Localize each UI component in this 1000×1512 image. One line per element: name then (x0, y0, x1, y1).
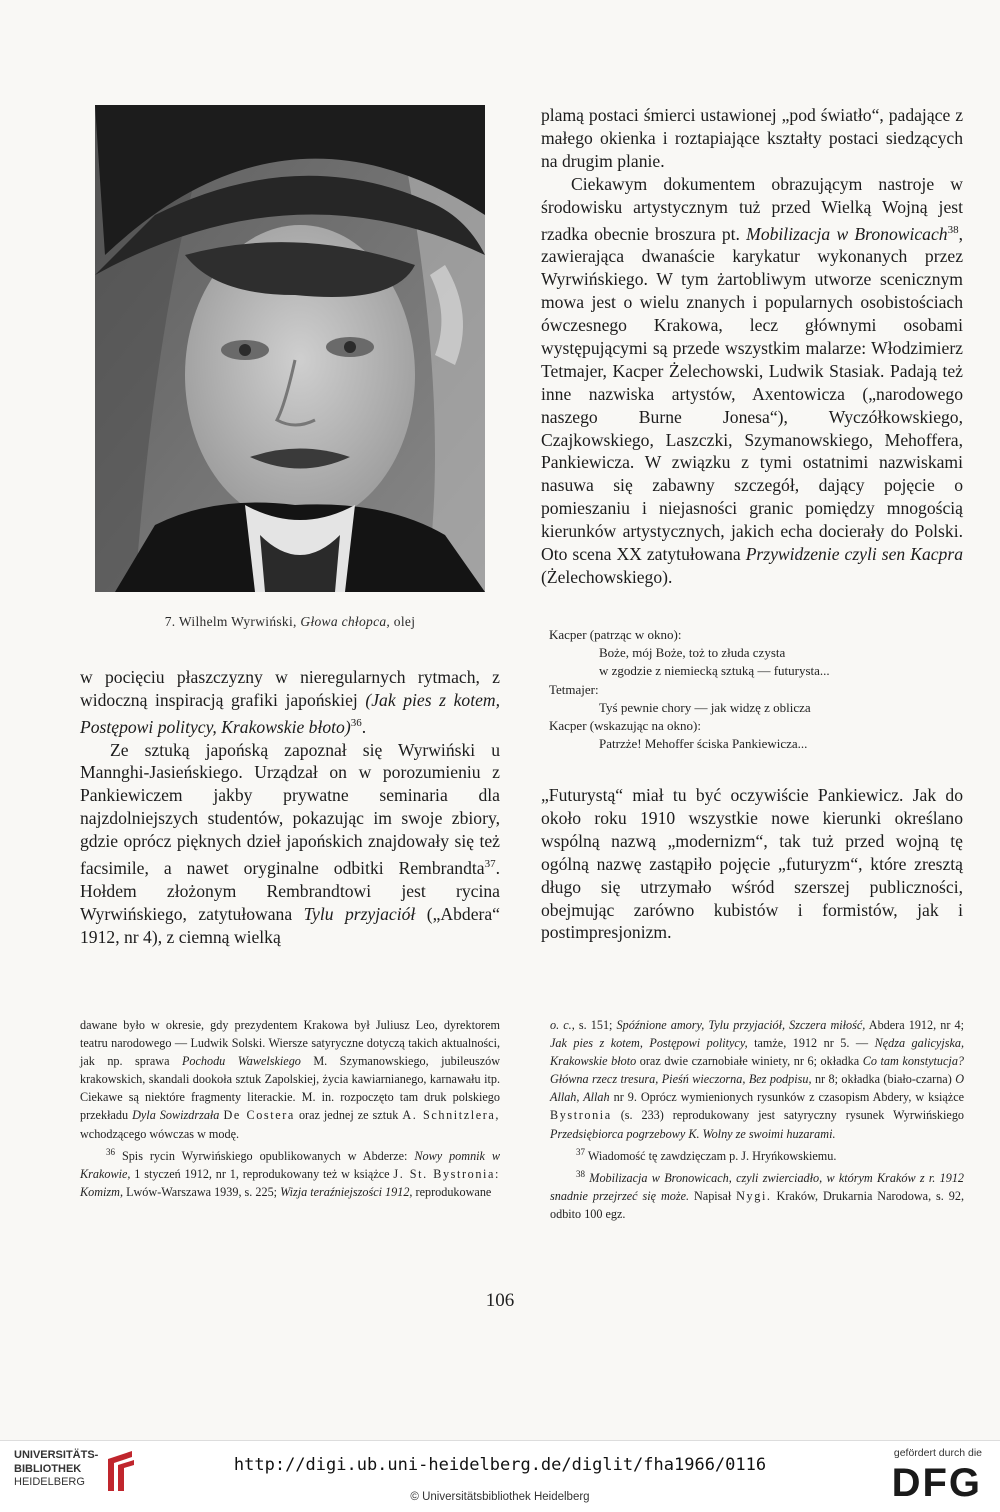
footnote: $^{38}$ Mobilizacja w Bronowicach, czyli zwierciadło, w którym Kraków z r. 1912 snadnie przejrzeć się może. Napisał Nygi. Kraków, Drukarnia Narodowa, s. 92, odbito 100 egz. (550, 1168, 965, 1222)
scene-title: Przywidzenie czyli sen Kacpra (745, 544, 963, 565)
print-titles: (Jak pies z kotem, Postępowi politycy, Krakowskie błoto) (80, 689, 500, 737)
footnote: $^{36}$ Spis rycin Wyrwińskiego opublikowanych w Abderze: Nowy pomnik w Krakowie, 1 styczeń 1912, nr 1, reprodukowany też w książce J. St. Bystronia: Komizm, Lwów-Warszawa 1939, s. 225; Wizja teraźniejszości 1912, reprodukowane (80, 1146, 501, 1199)
play-dialog-quote (549, 626, 959, 753)
print-title: Tylu przyjaciół (303, 903, 416, 924)
paragraph: Ciekawym dokumentem obrazującym nastroje w środowisku artystycznym tuż przed Wielką Wojną jest rzadka obecnie broszura pt. Mobilizacja w Bronowicach$^{38}$, zawierająca dwanaście karykatur wykonanych przez Wyrwińskiego. W tym żartobliwym utworze scenicznym mowa jest o wielu znanych i popularnych osobistościach ówczesnego Krakowa, lecz głównymi osobami występującymi są przede wszystkim malarze: Włodzimierz Tetmajer, Kacper Żelechowski, Ludwik Stasiak. Padają też inne nazwiska artystów, Axentowicza („narodowego naszego Burne Jonesa“), Wyczółkowskiego, Czajkowskiego, Laszczki, Szymanowskiego, Mehoffera, Pankiewicza. W związku z tymi ostatnimi nazwiskami nasuwa się zabawny szczegół, dający pojęcie o pomieszaniu i niejasności granic pomiędzy mnogością kierunków artystycznych, jakich echa docierały do Polski. Oto scena XX zatytułowana Przywidzenie czyli sen Kacpra (Żelechowskiego). (541, 173, 963, 587)
footnote-ref[interactable]: 37 (484, 858, 496, 871)
footnote: dawane było w okresie, gdy prezydentem Krakowa był Juliusz Leo, dyrektorem teatru narodowego — Ludwik Solski. Wiersze satyryczne dotyczą takich aktualności, jak np. sprawa Pochodu Wawelskiego M. Szymanowskiego, jubileuszów krakowskich, skandali dookoła sztuk Zapolskiej, życia kawiarnianego, karnawału itp. Ciekawe są niektóre fragmenty literackie. M. in. rozpoczęto tam druk polskiego przekładu Dyla Sowizdrzała De Costera oraz jednej ze sztuk A. Schnitzlera, wchodzącego wówczas w modę. (80, 1018, 501, 1141)
speaker-line: Kacper (patrząc w okno): (549, 627, 682, 642)
footnotes-right (550, 1016, 964, 1223)
figure-caption (95, 614, 485, 630)
library-name: UNIVERSITÄTS- BIBLIOTHEK HEIDELBERG (14, 1449, 99, 1488)
caption-medium: olej (393, 614, 416, 629)
caption-author: Wilhelm Wyrwiński, (178, 614, 297, 629)
footnote-number: 37 (576, 1146, 585, 1157)
portrait-illustration (95, 105, 485, 592)
footnote-number: 38 (576, 1168, 585, 1179)
right-column-text-bottom (541, 784, 963, 944)
paragraph: Ze sztuką japońską zapoznał się Wyrwiński u Mannghi-Jasieńskiego. Urządzał on w porozumieniu z Pankiewiczem jakby prywatne seminaria dla najzdolniejszych studentów, pokazując im swoje zbiory, gdzie oprócz pięknych dzieł japońskich znajdowały się też facsimile, a nawet oryginalne odbitki Rembrandta$^{37}$. Hołdem złożonym Rembrandtowi jest rycina Wyrwińskiego, zatytułowana Tylu przyjaciół („Abdera“ 1912, nr 4), z ciemną wielką (80, 739, 500, 947)
footnotes-left (80, 1016, 500, 1201)
paragraph: w pocięciu płaszczyzny w nieregularnych rytmach, z widoczną inspiracją grafiki japońskiej (Jak pies z kotem, Postępowi politycy, Krakowskie błoto)$^{36}$. (80, 667, 500, 737)
footnote-ref[interactable]: 36 (350, 716, 362, 729)
brochure-title: Mobilizacja w Bronowicach (746, 223, 948, 244)
speaker-line: Tetmajer: (549, 681, 599, 697)
verse-line: Boże, mój Boże, toż to złuda czysta (599, 645, 786, 661)
footnote: $^{37}$ Wiadomość tę zawdzięczam p. J. Hryńkowskiemu. (576, 1146, 837, 1163)
left-column-text (80, 666, 500, 949)
verse-line: w zgodzie z niemiecką sztuką — futurysta... (599, 663, 830, 679)
page-number: 106 (485, 1290, 515, 1311)
footnote-number: 36 (106, 1146, 115, 1157)
paragraph: „Futurystą“ miał tu być oczywiście Pankiewicz. Jak do około roku 1910 wszystkie nowe kierunki określano wspólną nazwą „modernizm“, tak tuż przed wojną tę ogólną nazwę zastąpiło pojęcie „futuryzm“, które zresztą długo się utrzymało wśród szerszej publiczności, obejmując zarówno kubistów i formistów, jak i postimpresjonizm. (541, 785, 963, 943)
footnote: o. c., s. 151; Spóźnione amory, Tylu przyjaciół, Szczera miłość, Abdera 1912, nr 4; Jak pies z kotem, Postępowi politycy, tamże, 1912 nr 5. — Nędza galicyjska, Krakowskie błoto oraz dwie czarnobiałe winiety, nr 6; okładka Co tam konstytucja? Główna rzecz tresura, Pieśń wieczorna, Bez podpisu, nr 8; okładka (biało-czarna) O Allah, Allah nr 9. Oprócz wymienionych rysunków z czasopism Abdery, w książce Bystronia (s. 233) reprodukowany jest satyryczny rysunek Wyrwińskiego Przedsiębiorca pogrzebowy K. Wolny ze swoimi huzarami. (550, 1018, 965, 1141)
digitization-footer (0, 1440, 1000, 1512)
speaker-line: Kacper (wskazując na okno): (549, 718, 701, 734)
copyright: © Universitätsbibliothek Heidelberg (410, 1491, 590, 1503)
verse-line: Tyś pewnie chory — jak widzę z oblicza (599, 699, 811, 715)
caption-number: 7. (164, 614, 176, 629)
verse-line: Patrzże! Mehoffer ściska Pankiewicza... (599, 736, 808, 752)
right-column-text (541, 104, 963, 589)
footnote-ref[interactable]: 38 (947, 223, 959, 236)
paragraph: plamą postaci śmierci ustawionej „pod światło“, padające z małego okienka i roztapiające kształty postaci siedzących na drugim planie. (541, 105, 963, 171)
dfg-logo: DFG (891, 1461, 982, 1505)
source-url-link[interactable]: http://digi.ub.uni-heidelberg.de/diglit/fha1966/0116 (233, 1455, 767, 1475)
caption-title: Głowa chłopca, (300, 614, 391, 629)
funding-note: gefördert durch die (893, 1447, 982, 1459)
